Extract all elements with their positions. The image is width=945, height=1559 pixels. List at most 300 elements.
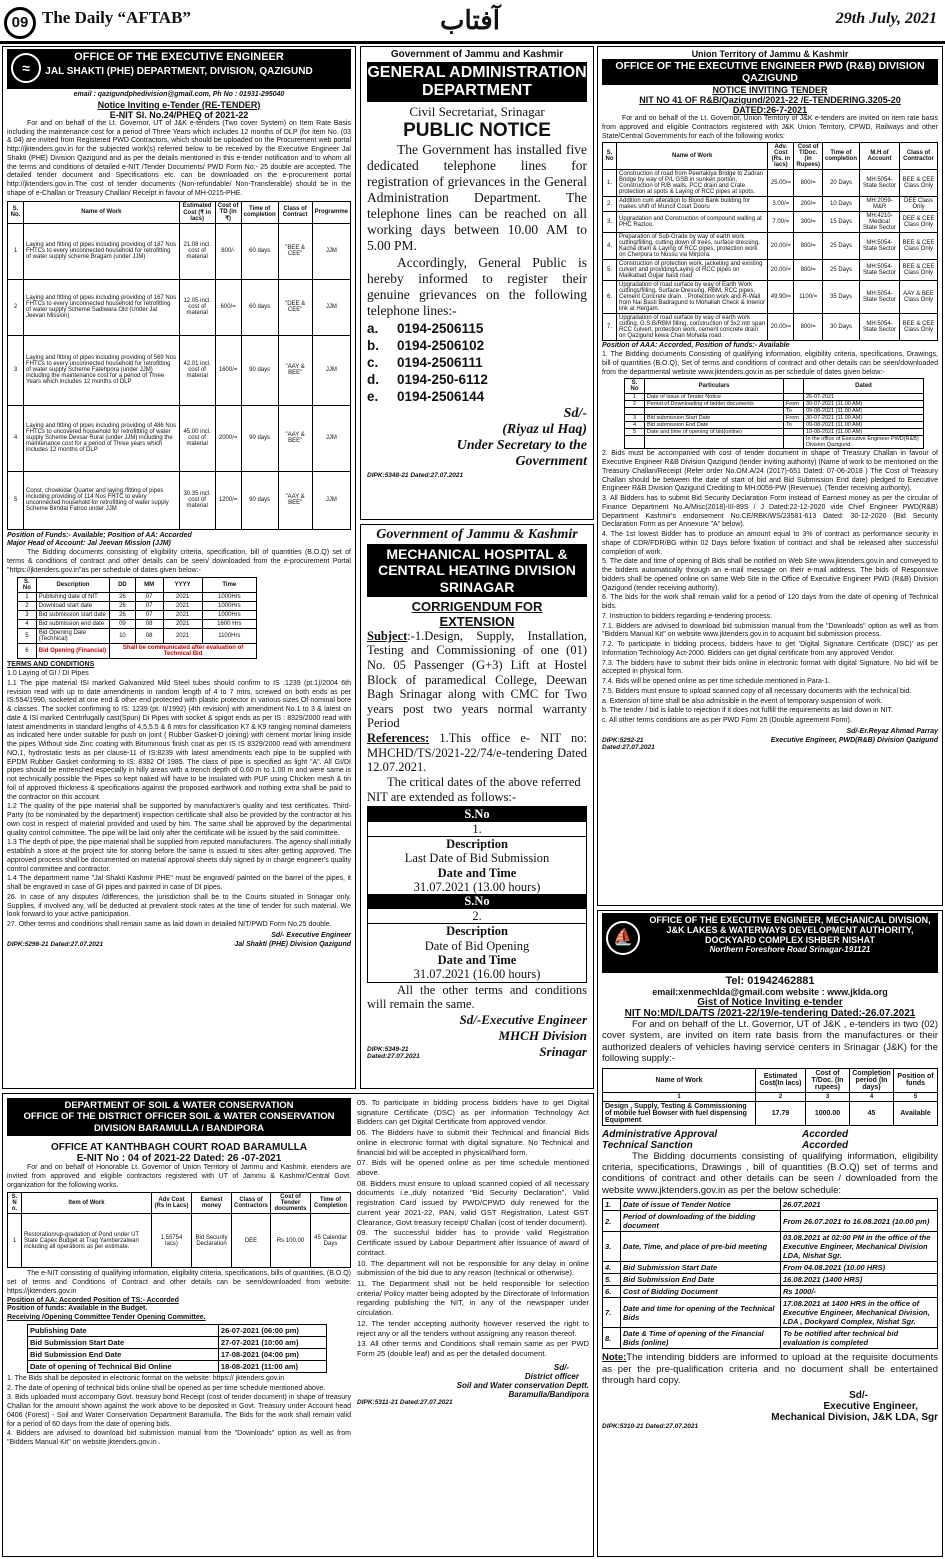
cell: 3. (603, 1232, 621, 1262)
col-num: 5 (894, 1092, 938, 1101)
phone-line-number: 0194-2506115 (397, 321, 484, 337)
table-row (18, 644, 257, 659)
mhch-desc-h1: Description (446, 836, 508, 851)
col: Adv. Cost (Rs. in lacs) (768, 143, 794, 170)
gad-dept (367, 62, 587, 102)
table-row (603, 1274, 938, 1286)
table-row (603, 170, 938, 197)
col-cost: Estimated Cost (₹ in lacs) (179, 201, 215, 223)
col-class: Class of Contract (278, 201, 312, 223)
cell (784, 436, 804, 449)
list-item: 7.1. Bidders are advised to download bid submission manual from the "Downloads" option as well as from "Bidders Manual Kit" on website www.jktenders.gov.in to acquaint bid submission process. (602, 622, 938, 639)
mhch-sign-2: MHCH Division (498, 1027, 587, 1043)
cell: 2. (603, 197, 617, 212)
cell: 16.08.2021 (1400 HRS) (781, 1274, 938, 1286)
mhch-corr-1: CORRIGENDUM FOR (411, 598, 543, 614)
col (784, 379, 804, 394)
lda-gist: Gist of Notice Inviting e-tender (697, 997, 843, 1008)
phone-line (367, 338, 587, 355)
cell: MH:5054-State Sector (860, 233, 900, 260)
col: S. No (603, 143, 617, 170)
table-row (603, 1328, 938, 1349)
table-row (603, 1232, 938, 1262)
mhch-ref-text: 1.This office e- NIT no: MHCHD/TS/2021-22/74/e-tendering Dated 12.07.2021. (367, 731, 587, 775)
cell: 5 (18, 629, 37, 644)
cell: 1000.00 (806, 1101, 850, 1125)
cell: 35 Days (823, 281, 860, 314)
cell: 200/= (794, 197, 823, 212)
gad-p2: Accordingly, General Public is hereby informed to register their genuine grievances on the following telephone lines:- (367, 255, 587, 319)
col: Name of Work (617, 143, 768, 170)
cell: "AAY & BEE" (278, 471, 312, 529)
cell: 1000Hrs (202, 611, 256, 620)
cell: Date and time of opening of bid(online) (645, 429, 784, 436)
mhch-dipk-1: DIPK:5349-21 (367, 1045, 409, 1053)
cell: 20.00/= (768, 233, 794, 260)
list-item: 1. The Bids shall be deposited in electronic format on the website: https:// jktenders.gov.in (7, 1374, 285, 1382)
col: MM (135, 578, 163, 593)
lda-title-3: DOCKYARD COMPLEX ISHBER NISHAT (704, 935, 875, 945)
soil-points-left (7, 1375, 351, 1448)
table-row (625, 422, 924, 429)
soil-left-col (7, 1142, 351, 1449)
cell: 5 (625, 429, 645, 436)
page-number: 09 (4, 7, 36, 39)
cell: 2 (625, 401, 645, 408)
phe-tc-title: TERMS AND CONDITIONS (7, 661, 95, 669)
col-num: 1 (603, 1092, 756, 1101)
cell (784, 429, 804, 436)
list-item: 4. Bidders are advised to download bid submission manual from the "Downloads" option as well as from "Bidders Manual Kit" on website jktenders.gov.in . (7, 1430, 351, 1446)
mhch-corrigendum (360, 524, 594, 1089)
cell: From 04.08.2021 (10.00 HRS) (781, 1262, 938, 1274)
list-item: 07. Bids will be opened online as per time schedule mentioned above. (357, 1158, 589, 1178)
gad-title: PUBLIC NOTICE (403, 120, 551, 141)
cell: Construction of protection work, jacketing and existing culvert and providing/Laying of RCC pipes on Malikabad Gujjar basti road (617, 260, 768, 281)
phone-line (367, 389, 587, 406)
soil-right-col (357, 1098, 589, 1406)
pwd-tender-notice (597, 46, 943, 906)
table-row (603, 1298, 938, 1328)
cell: 10 (110, 629, 135, 644)
cell: Date, Time, and place of pre-bid meeting (621, 1232, 781, 1262)
col: DD (110, 578, 135, 593)
table-row (625, 408, 924, 415)
table-row (625, 394, 924, 401)
cell: "DEE & CEE" (278, 279, 312, 335)
cell: MH:5054-State Sector (860, 281, 900, 314)
lda-dipk: DIPK:5310-21 Dated:27.07.2021 (602, 1423, 699, 1431)
gad-desig-2: Government (515, 453, 587, 469)
cell: 30 Days (823, 314, 860, 341)
list-item: 10. The department will not be responsible for any delay in online submission of the bid due to any reason (technical or otherwise). (357, 1258, 589, 1278)
gad-sd: Sd/- (563, 405, 587, 421)
table-row (625, 401, 924, 408)
pwd-dipk-2: Dated:27.07.2021 (602, 743, 655, 751)
cell: 800/- (215, 223, 241, 279)
cell: 7.00/= (768, 212, 794, 233)
cell: Addition cum alteration to Blood Bank building for makes shift of Muncif Court Dooru (617, 197, 768, 212)
cell: Construction of road from Peertakiya Bridge to Zadran Bridge by way of P/L GSB in sunken portion, Construction of R/B walls, PCC drain and Crate protection at spots & Laying of RCC pipes at spots. (617, 170, 768, 197)
cell: 42.01 incl. cost of material (179, 335, 215, 405)
cell: 21.08 incl. cost of material (179, 223, 215, 279)
cell: Rs 1000/- (781, 1286, 938, 1298)
phe-header (7, 49, 351, 89)
cell: 3 (18, 611, 37, 620)
lda-logo-icon: ⛵ (606, 921, 640, 955)
cell: Bid Submission Start Date (621, 1262, 781, 1274)
soil-nit: E-NIT No : 04 of 2021-22 Dated: 26 -07-2021 (76, 1153, 282, 1164)
col: S. No (625, 379, 645, 394)
list-item: 3. All Bidders has to submit Bid Security Declaration Form instead of Earnest money as per the circular of Finance Department No.A/Misc(2018)-III-89S / J Dated:22-12-2020 vide Chief Engineer PWD(R&B) Department Kashmir's endorsement No.CE/RBK/WS/23581-613 Dated: 30-12-2020 (Bid Security Declaration Form as per Annexure "A" below). (602, 495, 938, 529)
soil-intro: For and on behalf of Honorable Lt. Governor of Union Territory of Jammu and Kashmir, etenders are invited from approved and eligible contractors registered with UT of Jammu & Kashmir/Central Govt. organization for the following works. (7, 1164, 351, 1189)
cell: 1. (603, 1199, 621, 1211)
cell: 90 days (241, 471, 278, 529)
col: Position of funds (894, 1068, 938, 1092)
cell: 1000Hrs (202, 593, 256, 602)
cell: 90 days (241, 405, 278, 471)
cell: 20 Days (823, 170, 860, 197)
col: Name of Work (603, 1068, 756, 1092)
cell: 17.79 (756, 1101, 806, 1125)
list-item: 1.1 The pipe material ISI marked Galvanized Mild Steel tubes should confirm to IS :1239 (pt.1)/2004 6th revision read with up to date amendments in random length of 4 to 7 mtrs, screwed on both ends as per IS:554/1990, socketed at one end & other end protected with plastic protector in various sizes Of nominal bore & classes. The socket confirming to IS: 1239 (pt. II/1992) (4th revision) with amendment No.1 to 3 & latest on date & ISI marked Centrifugally cast(Spun) Di Pipes with socket & spigot ends as per IS : 8329/2000 read with latest amendments in standard lengths of 4,5,5.5 & 6 mtrs for classification K7 & K9 ranging nominal diameters as indicated here under suitable for push on joint ( Rubber Gasket-D joining) with cement mortar lining inside the pipes Without side Zinc coating with Bituminous finish coat as per IS IS 8329/2000 read with amendment NO,1, hydrostatic tests as per clause-11 of IS:8239 with latest amendments each pipe to be supplied with EPDM Rubber Gasket conforming to IS: 8382 Of 1985. The class of pipe is specified as light "A". All GI/DI pipes should be entrenched especially in hilly areas with a trench depth of 0.60 m to 1.00 m and were same is not technically possible the Pipes so kept naked will have to be insulated with PUF using Chicken mesh & tin foil of approved thickness & specifications against the proposed earthwork and nothing extra shall be paid to the contractor on this account. (7, 679, 351, 801)
mhch-subject (367, 629, 587, 731)
soil-sd: Sd/- (553, 1362, 569, 1372)
cell: 10 Days (823, 197, 860, 212)
gad-phone-list (367, 321, 587, 405)
mhch-other: All the other terms and conditions will remain the same. (367, 982, 587, 1012)
cell: 1000Hrs (202, 602, 256, 611)
pwd-points (602, 450, 938, 726)
lda-note-label: Note: (602, 1352, 627, 1364)
lda-ts (602, 1140, 938, 1151)
cell: Laying and fitting of pipes including providing of 167 Nos FHTCs to every unconnected household for retrofitting of water supply Scheme Sadiwara Old (Under Jal Jeevan Mission) (24, 279, 180, 335)
cell: Upgradation of road surface by way of Earth Work cuttings/filling, Surface Dressing, RBM, RCC pipes, Cement Concrete drain. , Protection work and R-Wall from Nai Basti Badragund to Mohallah Check & Interior link at Hergam. (617, 281, 768, 314)
phone-line-number: 0194-2506144 (397, 388, 485, 404)
table-row (603, 260, 938, 281)
cell (625, 408, 645, 415)
cell: 300/= (794, 212, 823, 233)
gad-p1: The Government has installed five dedicated telephone lines for registration of grievances in the General Administration Department. The telephone lines can be reached on all working days between 10.00 AM to 5.00 PM. (367, 142, 587, 253)
cell: 3.00/= (768, 197, 794, 212)
cell: 08 (135, 620, 163, 629)
issue-date: 29th July, 2021 (835, 10, 937, 27)
cell: 26.07.2021 (781, 1199, 938, 1211)
mhch-dept (367, 544, 587, 596)
soil-p1: The e-NIT consisting of qualifying information, eligibility criteria, specifications, bills of quantities, (B.O.Q) set of terms and Conditions of Contract and other details can be seen/downloaded from website: https://jktenders.gov.in (7, 1270, 351, 1295)
col: Cost of T/Doc. (In rupees) (806, 1068, 850, 1092)
phe-funds: Position of Funds:- Available; Position of AA: Accorded (7, 531, 192, 539)
cell: 18-08-2021 (11:00 am) (218, 1360, 326, 1372)
lda-title-1: OFFICE OF THE EXECUTIVE ENGINEER, MECHANICAL DIVISION, (649, 915, 931, 925)
phone-line-label: b. (367, 338, 379, 354)
cell: 1 (8, 1214, 22, 1268)
list-item: 2. The date of opening of technical bids online shall be opened as per time schedule mentioned above. (7, 1384, 326, 1392)
cell: JJM (312, 471, 350, 529)
cell: 4. (603, 1262, 621, 1274)
cell: MH:5054-State Sector (860, 260, 900, 281)
lda-tel: Tel: 01942462881 (725, 975, 815, 987)
mhch-r1-desc: Last Date of Bid Submission (404, 851, 550, 866)
cell: 3 (8, 335, 24, 405)
cell: Cost of Bidding Document (621, 1286, 781, 1298)
col-num: 2 (756, 1092, 806, 1101)
cell: 7. (603, 314, 617, 341)
table-row (8, 405, 351, 471)
pwd-intro: For and on behalf of the Lt. Governor, Union Territory of J&K e-tenders are invited on item rate basis from approved and eligible Contractors registered with J&K Union Territory, CPWD, Railways and other State/Central Governments for each of the following works: (602, 115, 938, 140)
cell: Date of issue of Tender Notice (621, 1199, 781, 1211)
phone-line-number: 0194-2506102 (397, 338, 485, 354)
cell: 2 (8, 279, 24, 335)
cell: 7. (603, 1298, 621, 1328)
lda-works-table (602, 1068, 938, 1126)
cell: Preparation of Sub-Grade by way of earth work cutting/filling, cutting down of trees, surface dressing, Kacha drain & Laying of RCC pipes, protection work on Cherpora to Nussu via Mirpora. (617, 233, 768, 260)
mhch-dt-h1: Date and Time (437, 865, 517, 880)
cell: To (784, 422, 804, 429)
mhch-r2-desc: Date of Bid Opening (424, 938, 530, 953)
cell: BEE & CEE Class Only (900, 314, 938, 341)
cell: 60 days (241, 279, 278, 335)
lda-tender-notice (597, 910, 943, 1557)
cell: Publishing Date (28, 1324, 219, 1336)
phe-title-1: OFFICE OF THE EXECUTIVE ENGINEER (74, 51, 284, 63)
cell: Restoration/up-gradation of Pond under UT State Capex Budget at Trag Yamberzalwari including all operations as per estimate. (22, 1214, 152, 1268)
col: Class of Contractors (232, 1193, 271, 1214)
pwd-aaa: Position of AAA: Accorded, Position of funds:- Available (602, 342, 790, 350)
phe-head: Major Head of Account: Jal Jeevan Mission (JJM) (7, 540, 171, 548)
cell (625, 436, 645, 449)
lda-ts-label: Technical Sanction (602, 1139, 693, 1151)
cell: 1. (603, 170, 617, 197)
list-item: 3. Bids uploaded must accompany Govt. treasury bond Receipt (cost of tender document) in shape of treasury Challan for the amount shown against the work above to be deposited in Govt. Treasury under Account head 0406 (Forest) - Soil and Water Conservation Department Baramulla. The Bids for the work shall remain valid for a period of 60 days from the date of opening bids. (7, 1394, 351, 1428)
cell: 45 (850, 1101, 894, 1125)
table-row (603, 1199, 938, 1211)
table-row (8, 471, 351, 529)
table-row (8, 335, 351, 405)
cell: Bid Opening Date (Technical) (36, 629, 109, 644)
list-item: 5. The date and time of opening of Bids shall be notified on Web Site www.jktenders.gov.in and conveyed to the bidders automatically through an e-mail message on their e-mail address. The bids of Responsive bidders shall be opened online on same Web Site in the Office of Executive Engineer PWD (R&B) Division Qazigund (tender receiving authority). (602, 558, 938, 592)
col: S. No (18, 578, 37, 593)
cell: JJM (312, 223, 350, 279)
cell: 08 (135, 629, 163, 644)
cell: 15 Days (823, 212, 860, 233)
cell: 26 (110, 602, 135, 611)
list-item: 1.3 The depth of pipe, the pipe material shall be supplied from reputed manufacturers. The agency shall initially establish a store at the project site for storing before the same is issued to sites after getting approved. The approved process shall be documented on material approval sheets duly signed by in charge engineer's quality control committee and contractor. (7, 839, 351, 873)
phe-sign-2: Jal Shakti (PHE) Division Qazigund (234, 940, 351, 948)
phe-intro: For and on behalf of the Lt. Governor, UT of J&K e-tenders (Two cover System) on Item Rate Basis including the maintenance cost for a period of Three Years which includes 12 months of DLP (for item No. (03 & 04) are invited from Registered PWD Contractors, which should be uploaded on the Procurement web portal http://jktenders.gov.in for the subjected work(s) referred below to be received by the Executive Engineer Jal Shakti (PHE) Division Qazigund and as per the details mentioned in this e-tender notification and to whom all the terms and conditions of detailed e-NIT /Tender Documents/ PWD Form No:- 25 double are accepted. The detailed tender document and Specifications etc. can be downloaded on the e-procurement portal http://jktenders.gov.in.The cost of tender documents (Non-refundable/ Non-Transferable) should be in the shape of e-Challan or Treasury Challan/ Receipt in favour of MH-0215-PHE. (7, 119, 351, 197)
list-item: 09. The successful bidder has to provide valid Registration Certificate issued by Labour Department after issuance of award of contract. (357, 1228, 589, 1257)
lda-sign-1: Executive Engineer, (823, 1401, 918, 1413)
mhch-desc-h2: Description (446, 924, 508, 939)
cell: 07 (135, 593, 163, 602)
soil-sign-1: District officer (524, 1371, 579, 1381)
gad-desig-1: Under Secretary to the (456, 437, 587, 453)
col: Particulars (645, 379, 784, 394)
cell: 26 (110, 611, 135, 620)
cell: DEE & CEE Class Only (900, 212, 938, 233)
lda-note-text: The intending bidders are informed to upload at the requisite documents as per the pre-qualification criteria and no document shall be entertained through hard copy. (602, 1352, 938, 1386)
soil-funds: Position of funds: Available in the Budget. (7, 1305, 148, 1313)
mhch-sno: S.No (368, 807, 586, 821)
cell: Bid Security Declaration (192, 1214, 232, 1268)
cell: Bid submission End Date (645, 422, 784, 429)
cell: 3. (603, 212, 617, 233)
lda-schedule-table (602, 1198, 938, 1349)
col: Cost of T/Doc. (in Rupees) (794, 143, 823, 170)
cell: Shall be communicated after evaluation of Technical Bid (110, 644, 257, 659)
pwd-dipk-1: DIPK:5292-21 (602, 736, 644, 744)
col: Class of Contractor (900, 143, 938, 170)
cell: To be notified after technical bid evaluation is completed (781, 1328, 938, 1349)
mhch-sno-2: S.No (368, 894, 586, 908)
phe-terms (7, 670, 351, 930)
mhch-dept-2: CENTRAL HEATING DIVISION (378, 562, 576, 579)
cell: Date of Issue of Tender Notice (645, 394, 784, 401)
list-item: 7.5. Bidders must ensure to upload scanned copy of all necessary documents with the technical bid. (602, 687, 912, 695)
cell: 1600/= (215, 335, 241, 405)
cell: DEE (232, 1214, 271, 1268)
cell: 2 (18, 602, 37, 611)
cell: 3 (625, 415, 645, 422)
col: YYYY (163, 578, 202, 593)
table-row (28, 1360, 327, 1372)
col-num: 4 (850, 1092, 894, 1101)
soil-tender-notice (2, 1093, 594, 1557)
mhch-subject-text: :-1.Design, Supply, Installation, Testing and Commissioning of one (01) No. 05 Passenger (G+3) Lift at Hostel Block of paramedical College, Deewan Bagh Srinagar along with CMC for Two years post two years normal warranty Period (367, 628, 587, 731)
pwd-title-2: QAZIGUND (742, 72, 798, 84)
cell: 2. (603, 1211, 621, 1232)
cell: 27-07-2021 (10:00 am) (218, 1336, 326, 1348)
list-item: 7.2. To participate in bidding process, bidders have to get 'Digital Signature Certificate (DSC)' as per Information Technology Act-2000. Bidders can get digital certificate from any approved Vendor. (602, 641, 938, 657)
soil-rcv: Receiving /Opening Committee Tender Opening Committee. (7, 1314, 206, 1321)
mhch-r1-dt: 31.07.2021 (13.00 hours) (413, 880, 541, 895)
cell: Laying and fitting of pipes including providing of 187 Nos FHTCs to every unconnected household for retrofitting of water supply scheme Bragam (under JJM) (24, 223, 180, 279)
soil-office: OFFICE AT KANTHBAGH COURT ROAD BARAMULLA (50, 1142, 308, 1153)
cell: 30-07-2021 (11.00 AM) (804, 415, 924, 422)
cell: 600/= (215, 279, 241, 335)
pwd-p1: 1. The Bidding documents Consisting of qualifying information, eligibility criteria, specifications, Drawings, bill of quantities (B.O.Q), Set of terms and conditions of contract and other details can be seen/downloaded from the departmental website www.jktenders.gov.in as per schedule of dates given below:- (602, 351, 938, 376)
cell: 07 (135, 602, 163, 611)
cell: 03.08.2021 at 02:00 PM in the office of the Executive Engineer, Mechanical Division LDA, Nishat Sgr. (781, 1232, 938, 1262)
cell: 45 Calendar Days (311, 1214, 351, 1268)
soil-header (7, 1098, 351, 1136)
soil-sign-3: Baramulla/Bandipora (508, 1389, 589, 1399)
soil-dates-table (27, 1324, 327, 1373)
col: Estimated Cost(In lacs) (756, 1068, 806, 1092)
list-item: 13. All other terms and Conditions shall remain same as per PWD Form 25 (double leaf) and as per the detailed document. (357, 1339, 589, 1358)
mhch-r2-no: 2. (368, 909, 586, 924)
pwd-ut: Union Territory of Jammu & Kashmir (691, 49, 849, 59)
cell: 800/= (794, 260, 823, 281)
col: Item of Work (22, 1193, 152, 1214)
lda-nit: NIT No:MD/LDA/TS /2021-22/19/e-tendering Dated:-26.07.2021 (624, 1008, 916, 1019)
list-item: 1.4 The department name "Jal Shakti Kashmir PHE" must be engraved/ painted on the barrel of the pipes, it shall be engraved in case of GI pipes and painted in case of DI pipes. (7, 875, 351, 891)
list-item: 1.2 The quality of the pipe material shall be supported by manufacturer's quality and test certificates. Third-Party (to be nominated by the department) inspection certificate shall also be provided by the contractor at his own cost in respect of material provided and used by him. The same shall be approved by the departmental quality control committee. The pipe will be laid only after the certificate will be issued by the said committee. (7, 803, 351, 837)
phe-sign-1: Sd/- Executive Engineer (271, 931, 351, 939)
cell: MH:5054-State Sector (860, 314, 900, 341)
gad-dept-1: GENERAL ADMINISTRATION (367, 64, 587, 81)
cell: 20.00/= (768, 260, 794, 281)
lda-addr: Northern Foreshore Road Srinagar-191121 (709, 945, 871, 954)
cell: 2000/= (215, 405, 241, 471)
col: Time of completion (823, 143, 860, 170)
list-item: 4. The 1st lowest Bidder has to produce an amount equal to 3% of contract as performance security in shape of CDR/FDR/BG within 02 Days before fixation of contract and shall be released after successful completion of work. (602, 531, 938, 556)
phone-line-label: d. (367, 371, 379, 387)
cell: 4 (625, 422, 645, 429)
list-item: 1.0 Laying of GI / DI Pipes (7, 670, 89, 677)
mhch-dept-1: MECHANICAL HOSPITAL & (386, 546, 568, 563)
list-item: c. All other terms conditions are as per PWD Form 25 (Double agreement Form). (602, 717, 852, 724)
list-item: 27. Other terms and conditions shall remain same as laid down in detailed NIT/PWD Form No.25 double. (7, 921, 332, 928)
mhch-sign-3: Srinagar (539, 1043, 587, 1059)
cell: 30.35 incl. cost of material (179, 471, 215, 529)
list-item: 11. The Department shall not be held responsible for selection criteria/ Policy matter being adopted by the Directorate of Information regarding publishing the NIT, in any of the newspaper under circulation. (357, 1278, 589, 1318)
pwd-nit: NIT NO 41 OF R&B/Qazigund/2021-22 /E-TENDERING.3205-20 (639, 95, 901, 105)
cell: From 26.07.2021 to 16.08.2021 (10.00 pm) (781, 1211, 938, 1232)
phe-dipk: DIPK:5298-21 Dated:27.07.2021 (7, 940, 104, 948)
cell: Bid Submission End Date (28, 1348, 219, 1360)
table-row (603, 197, 938, 212)
cell: Bid submission end date (36, 620, 109, 629)
pwd-title (602, 59, 938, 85)
phe-schedule-table (17, 577, 257, 659)
col-num: 3 (806, 1092, 850, 1101)
jal-shakti-logo-icon: ≈ (11, 53, 41, 83)
cell: 5 (8, 471, 24, 529)
masthead (0, 0, 945, 44)
pwd-footer (602, 737, 938, 751)
cell: 90 days (241, 335, 278, 405)
lda-aa (602, 1129, 938, 1140)
cell: 26-07-2021 (06:00 pm) (218, 1324, 326, 1336)
col-name: Name of Work (24, 201, 180, 223)
table-row (603, 1211, 938, 1232)
phone-line-label: a. (367, 321, 379, 337)
list-item: b. The tender / bid is liable to rejection if it does not fulfill the requirements as laid down in NIT. (602, 707, 893, 715)
soil-title-1: DEPARTMENT OF SOIL & WATER CONSERVATION (64, 1100, 294, 1111)
list-item: 7.3. The bidders have to submit their bids online in electronic format with digital Signature. No bid will be accepted in physical form. (602, 659, 938, 676)
col: Cost of Tender documents (271, 1193, 311, 1214)
lda-bidding: The Bidding documents consisting of qualifying information, eligibility criteria, specifications, Drawings , bill of quantities (B.O.Q) set of terms and conditions of contract and other details can be seen / downloaded from the website www.jktenders.gov.in as per the below schedule: (602, 1150, 938, 1196)
phone-line (367, 355, 587, 372)
lda-aa-label: Administrative Approval (602, 1128, 718, 1140)
cell: 4 (8, 405, 24, 471)
phe-contact: email : qazigundphedivision@gmail.com, Ph No : 01931-295040 (73, 91, 285, 98)
cell: 1.55754 lacs) (152, 1214, 192, 1268)
cell: 49.90/= (768, 281, 794, 314)
table-row (18, 629, 257, 644)
mhch-dates-table (367, 806, 587, 983)
lda-note (602, 1352, 938, 1386)
cell: Bid submission Start Date (645, 415, 784, 422)
table-row (625, 429, 924, 436)
list-item: 12. The tender accepting authority however reserved the right to reject any or all the tenders without assigning any reason thereof. (357, 1318, 589, 1338)
cell: Bid Submission Start Date (28, 1336, 219, 1348)
cell: 09 (110, 620, 135, 629)
table-row (8, 1214, 351, 1268)
cell: 2021 (163, 620, 202, 629)
mhch-subject-label: Subject (367, 628, 408, 643)
mhch-r2-dt: 31.07.2021 (16.00 hours) (413, 967, 541, 982)
cell: BEE & CEE Class Only (900, 170, 938, 197)
table-row (603, 314, 938, 341)
table-row (18, 611, 257, 620)
cell: Publishing date of NIT (36, 593, 109, 602)
cell: 1600 Hrs (202, 620, 256, 629)
list-item: 6. The bids for the work shall remain valid for a period of 120 days from the date of opening of Technical bids. (602, 594, 938, 610)
col-prog: Programme (312, 201, 350, 223)
cell: 26 (110, 593, 135, 602)
